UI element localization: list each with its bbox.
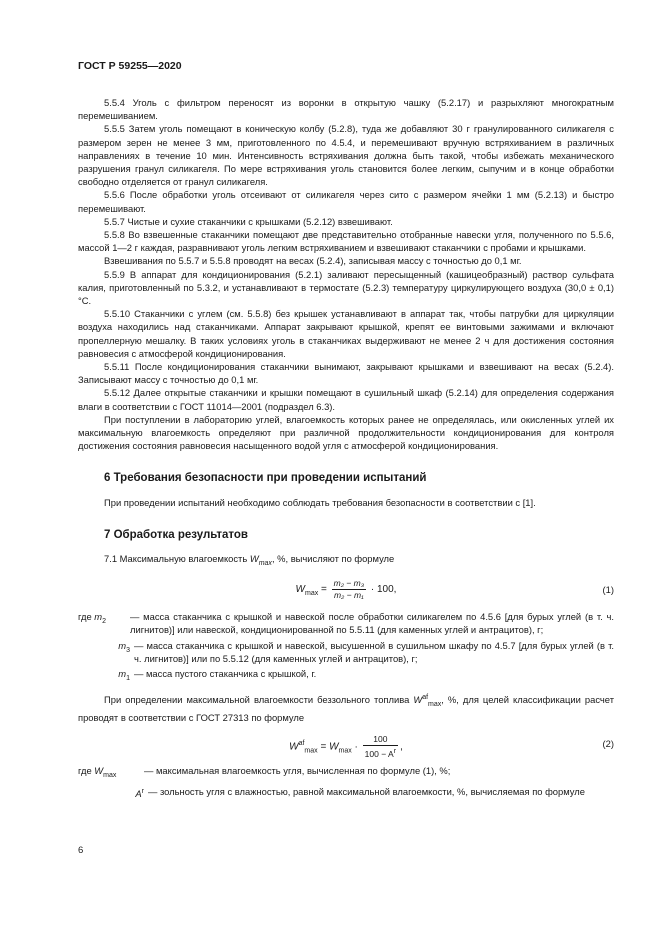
formula-2-fraction: $\frac{100}{100 - A^r}$	[364, 734, 397, 760]
page-number: 6	[78, 845, 84, 856]
paragraph-5-5-7: 5.5.7 Чистые и сухие стаканчики с крышками (5.2.12) взвешивают.	[104, 215, 393, 227]
paragraph-5-5-11: 5.5.11 После кондиционирования стаканчики вынимают, закрывают крышками и взвешивают на весах (5.2.4). Записывают массу с точностью до 0,1 мг.	[78, 361, 614, 386]
paragraph-ash-free: При определении максимальной влагоемкости беззольного топлива $W^{af}_{max}$, %, для целей классификации расчет проводят в соответствии с ГОСТ 27313 по формуле	[78, 694, 614, 724]
paragraph-7-1: 7.1 Максимальную влагоемкость $W_{max}$, %, вычисляют по формуле	[104, 553, 395, 567]
formula-1: $W_{max}$ = $\frac{\text{m₂ − m₃}}{\text{m₂ − m₁}}$ · 100, (1)	[78, 574, 614, 606]
formula-2: $W^{af}_{max} = W_{max}$ · $\frac{100}{100 - A^r}$ , (2)	[78, 728, 614, 760]
section-6-heading: 6 Требования безопасности при проведении испытаний	[104, 472, 427, 485]
paragraph-5-5-6: 5.5.6 После обработки уголь отсеивают от силикагеля через сито с размером ячейки 1 мм (5.2.13) и быстро перемешивают.	[78, 189, 614, 214]
section-6-text: При проведении испытаний необходимо соблюдать требования безопасности в соответствии с [1].	[104, 496, 536, 508]
where-1-item: где $m_2$ — масса стаканчика с крышкой и навеской после обработки силикагелем по 4.5.6 [для бурых углей (в т. ч. лигнитов)] или навеской, кондиционированной по 5.5.11 (для каменных углей и антрацитов), г;	[78, 611, 614, 636]
where-1-item: $m_1$ — масса пустого стаканчика с крышкой, г.	[118, 667, 317, 682]
paragraph-5-5-4: 5.5.4 Уголь с фильтром переносят из воронки в открытую чашку (5.2.17) и разрыхляют многократным перемешиванием.	[78, 97, 614, 122]
formula-1-number: (1)	[602, 584, 614, 596]
paragraph-5-5-5: 5.5.5 Затем уголь помещают в коническую колбу (5.2.8), туда же добавляют 30 г гранулированного силикагеля с размером зерен не менее 3 мм, приготовленного по 4.5.4, и перемешивают вручную встряхиванием в различных направлениях в течение 10 мин. Интенсивность встряхивания должна быть такой, чтобы избежать механического разрушения гранул силикагеля. По мере встряхивания уголь становится более легким, сыпучим и в конце обработки свободно отделяется от гранул силикагеля.	[78, 123, 614, 188]
where-2-item: $A^r$ — зольность угля с влажностью, равной максимальной влагоемкости, %, вычисляемая по формуле	[135, 785, 585, 799]
paragraph-5-5-8: 5.5.8 Во взвешенные стаканчики помещают две представительно отобранные навески угля, полученного по 5.5.6, массой 1—2 г каждая, разравнивают уголь легким встряхиванием и взвешивают стаканчики с пробами и крышками.	[78, 229, 614, 254]
formula-2-number: (2)	[602, 738, 614, 750]
page-body	[78, 96, 614, 800]
paragraph-oxidized-coals: При поступлении в лабораторию углей, влагоемкость которых ранее не определялась, или окисленных углей их максимальную влагоемкость определяют при различной продолжительности кондиционирования для контроля достижения состояния равновесия насыщенного водой угля с атмосферой кондиционирования.	[78, 413, 614, 452]
page-header: ГОСТ Р 59255—2020	[78, 60, 182, 72]
paragraph-weighing: Взвешивания по 5.5.7 и 5.5.8 проводят на весах (5.2.4), записывая массу с точностью до 0,1 мг.	[104, 255, 522, 267]
where-1-item: $m_3$ — масса стаканчика с крышкой и навеской, высушенной в сушильном шкафу по 4.5.7 [для бурых углей (в т. ч. лигнитов)] или по 5.5.12 (для каменных углей и антрацитов), г;	[118, 639, 614, 664]
where-2-item: где $W_{max}$ — максимальная влагоемкость угля, вычисленная по формуле (1), %;	[78, 765, 451, 780]
paragraph-5-5-12: 5.5.12 Далее открытые стаканчики и крышки помещают в сушильный шкаф (5.2.14) для определения содержания влаги в соответствии с ГОСТ 11014—2001 (подраздел 6.3).	[78, 387, 614, 412]
section-7-heading: 7 Обработка результатов	[104, 528, 248, 541]
paragraph-5-5-9: 5.5.9 В аппарат для кондиционирования (5.2.1) заливают пересыщенный (кашицеобразный) раствор сульфата калия, приготовленный по 5.3.2, и устанавливают в термостате (5.2.3) температуру циркулирующего воздуха (30,0 ± 0,1) °С.	[78, 268, 614, 307]
paragraph-5-5-10: 5.5.10 Стаканчики с углем (см. 5.5.8) без крышек устанавливают в аппарат так, чтобы патрубки для циркуляции воздуха находились над стаканчиками. Аппарат закрывают крышкой, крепят ее винтовыми зажимами и включают пропеллерную мешалку. В таких условиях уголь в стаканчиках выдерживают не менее 2 ч для достижения состояния равновесия с атмосферой кондиционирования.	[78, 308, 614, 359]
formula-1-fraction: $\frac{\text{m₂ − m₃}}{\text{m₂ − m₁}}$	[333, 578, 365, 601]
symbol-w-max: $W_{max}$	[249, 553, 272, 567]
